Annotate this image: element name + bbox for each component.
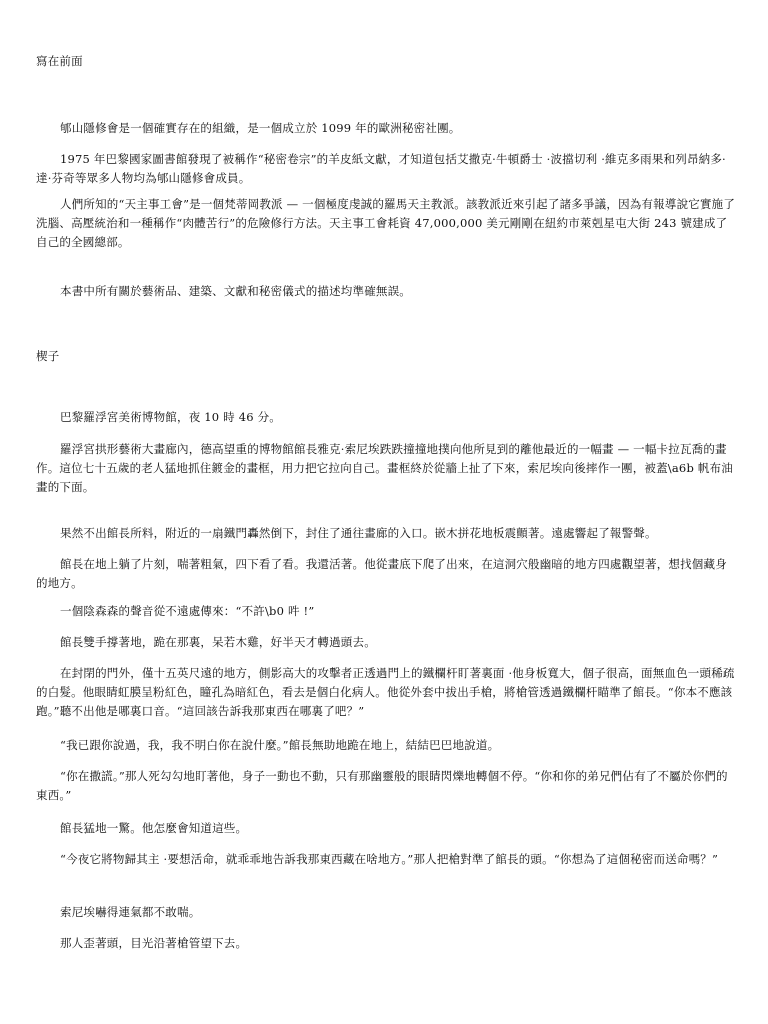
foreword-paragraph-3: 人們所知的“天主事工會”是一個梵蒂岡教派 — 一個極度虔誠的羅馬天主教派。該教派近來引起了諸多爭議，因為有報導說它實施了洗腦、高壓統治和一種稱作“肉體苦行”的危險修行方法。天主事工會耗資 47,000,000 美元剛剛在紐約市萊剋星屯大街 243 號建成了自己的全國總部。	[36, 197, 736, 249]
prologue-paragraph-5: 一個陰森森的聲音從不遠處傳來：“不許\b0 吽 !”	[60, 604, 315, 618]
prologue-title: 楔子	[36, 349, 60, 363]
prologue-paragraph-10: 館長猛地一驚。他怎麼會知道這些。	[60, 821, 248, 835]
foreword-paragraph-2: 1975 年巴黎國家圖書館發現了被稱作“秘密卷宗”的羊皮紙文獻，才知道包括艾撒克·牛頓爵士 ·波擋切利 ·維克多雨果和列昂納多·達·芬奇等眾多人物均為郇山隱修會成員。	[36, 152, 726, 185]
prologue-paragraph-9: “你在撒謊。”那人死勾勾地盯著他，身子一動也不動，只有那幽靈般的眼睛閃爍地轉個不停。“你和你的弟兄們佔有了不屬於你們的東西。”	[36, 769, 728, 802]
prologue-paragraph-12: 索尼埃嚇得連氣都不敢喘。	[60, 905, 201, 919]
foreword-paragraph-4: 本書中所有關於藝術品、建築、文獻和秘密儀式的描述均準確無誤。	[60, 284, 411, 298]
foreword-paragraph-1: 郇山隱修會是一個確實存在的組織，是一個成立於 1099 年的歐洲秘密社團。	[60, 121, 461, 135]
prologue-paragraph-13: 那人歪著頭，目光沿著槍管望下去。	[60, 936, 248, 950]
prologue-paragraph-6: 館長雙手撐著地，跪在那裏，呆若木雞，好半天才轉過頭去。	[60, 635, 376, 649]
prologue-paragraph-1: 巴黎羅浮宮美術博物館，夜 10 時 46 分。	[60, 410, 281, 424]
prologue-paragraph-8: “我已跟你說過，我，我不明白你在說什麼。”館長無助地跪在地上，結結巴巴地說道。	[60, 738, 500, 752]
prologue-paragraph-2: 羅浮宮拱形藝術大畫廊內，德高望重的博物館館長雅克·索尼埃跌跌撞撞地撲向他所見到的離他最近的一幅畫 — 一幅卡拉瓦喬的畫作。這位七十五歲的老人猛地抓住鍍金的畫框，用力把它拉向自己。畫框終於從牆上扯了下來，索尼埃向後摔作一團，被蓋\a6b 帆布油畫的下面。	[36, 442, 733, 494]
prologue-paragraph-7: 在封閉的門外，僅十五英尺遠的地方，側影高大的攻擊者正透過門上的鐵欄杆盯著裏面 ·他身板寬大，個子很高，面無血色一頭稀疏的白髮。他眼睛虹膜呈粉紅色，瞳孔為暗紅色，看去是個白化病人。他從外套中拔出手槍，將槍管透過鐵欄杆瞄準了館長。“你本不應該跑。”聽不出他是哪裏口音。“這回該告訴我那東西在哪裏了吧？”	[36, 666, 735, 718]
prologue-paragraph-4: 館長在地上躺了片刻，喘著粗氣，四下看了看。我還活著。他從畫底下爬了出來，在這洞穴般幽暗的地方四處觀望著，想找個藏身的地方。	[36, 557, 727, 590]
prologue-paragraph-3: 果然不出館長所料，附近的一扇鐵門轟然倒下，封住了通往畫廊的入口。嵌木拼花地板震顫著。遠處響起了報警聲。	[60, 526, 657, 540]
foreword-title: 寫在前面	[36, 54, 83, 68]
prologue-paragraph-11: “今夜它將物歸其主 ·要想活命，就乖乖地告訴我那東西藏在啥地方。”那人把槍對準了館長的頭。“你想為了這個秘密而送命嗎？”	[60, 852, 719, 866]
